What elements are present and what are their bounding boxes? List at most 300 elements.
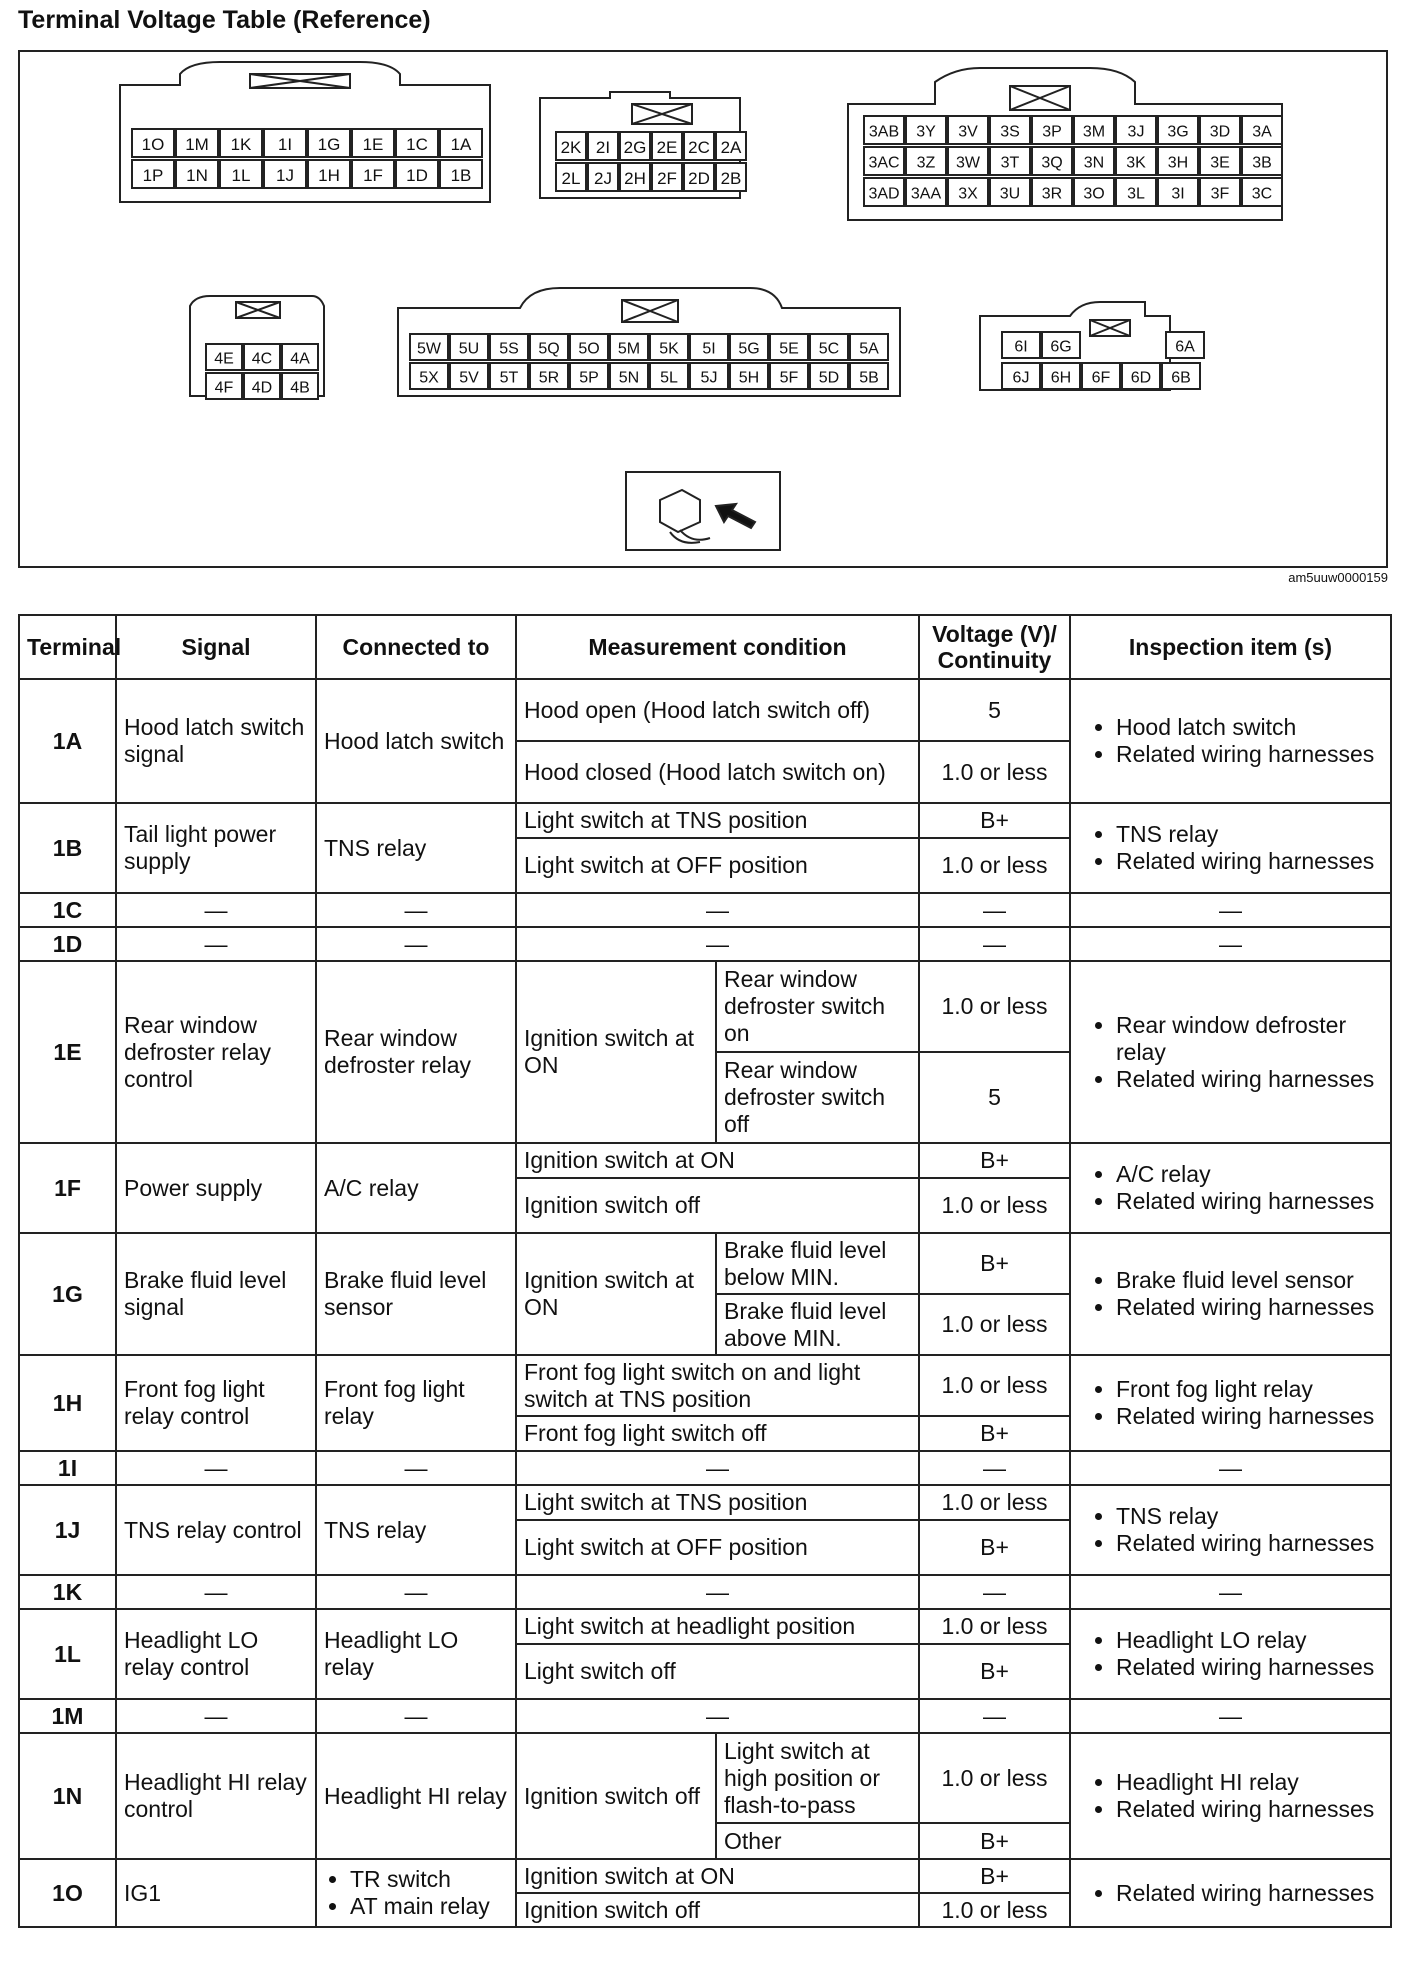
condition-cell: Ignition switch at ON <box>516 1859 919 1893</box>
pin-label: 2F <box>657 168 677 188</box>
voltage-cell: B+ <box>919 1520 1070 1575</box>
pin-2L <box>556 163 586 191</box>
pin-label: 5S <box>499 340 519 358</box>
pin-label: 5F <box>779 369 799 387</box>
pin-label: 5U <box>458 340 480 358</box>
pin-3P <box>1032 116 1072 144</box>
table-row <box>19 1609 1391 1644</box>
pin-4D <box>244 373 280 399</box>
pin-label: 5T <box>499 369 519 387</box>
pin-5V <box>450 363 488 389</box>
voltage-cell: B+ <box>919 1823 1070 1859</box>
pin-5I <box>690 334 728 360</box>
pin-label: 1O <box>141 134 165 154</box>
condition-cell: Hood open (Hood latch switch off) <box>516 679 919 741</box>
pin-label: 1A <box>450 134 472 154</box>
pin-label: 3Q <box>1041 154 1063 172</box>
dash-cell: — <box>116 927 316 961</box>
condition-cell: Ignition switch at ON <box>516 1143 919 1178</box>
pin-label: 1F <box>363 165 383 185</box>
dash-cell: — <box>1070 1451 1391 1485</box>
signal-cell: TNS relay control <box>116 1485 316 1575</box>
signal-cell: Tail light power supply <box>116 803 316 893</box>
dash-cell: — <box>919 927 1070 961</box>
pin-label: 4B <box>290 379 310 397</box>
pin-label: 2H <box>624 168 646 188</box>
pin-1B <box>440 160 482 188</box>
inspection-item: • Hood latch switch <box>1116 714 1383 741</box>
inspection-item: • Related wiring harnesses <box>1116 1796 1383 1823</box>
pin-1K <box>220 129 262 157</box>
condition-cell: Ignition switch at ON <box>516 961 716 1143</box>
pin-label: 2C <box>688 137 710 157</box>
pin-label: 3E <box>1210 154 1230 172</box>
terminal-cell: 1O <box>19 1859 116 1927</box>
pin-label: 3J <box>1127 123 1145 141</box>
pin-5X <box>410 363 448 389</box>
pin-1F <box>352 160 394 188</box>
pin-label: 1L <box>231 165 251 185</box>
terminal-cell: 1J <box>19 1485 116 1575</box>
terminal-cell: 1L <box>19 1609 116 1699</box>
dash-cell: — <box>116 893 316 927</box>
pin-label: 4C <box>251 350 273 368</box>
dash-cell: — <box>919 893 1070 927</box>
pin-5Q <box>530 334 568 360</box>
pin-label: 4A <box>290 350 310 368</box>
pin-label: 3AD <box>868 185 900 203</box>
terminal-cell: 1H <box>19 1355 116 1451</box>
pin-label: 5D <box>818 369 840 387</box>
connected-to-cell: A/C relay <box>316 1143 516 1233</box>
pin-3Z <box>906 147 946 175</box>
connected-to-cell: Headlight LO relay <box>316 1609 516 1699</box>
pin-6H <box>1042 363 1080 389</box>
pin-1M <box>176 129 218 157</box>
dash-cell: — <box>1070 1575 1391 1609</box>
pin-label: 2B <box>720 168 742 188</box>
pin-label: 5E <box>779 340 799 358</box>
dash-cell: — <box>316 927 516 961</box>
pin-label: 2G <box>623 137 647 157</box>
voltage-cell: B+ <box>919 1644 1070 1699</box>
pin-3O <box>1074 178 1114 206</box>
table-row <box>19 1699 1391 1733</box>
connected-to-cell: Rear window defroster relay <box>316 961 516 1143</box>
dash-cell: — <box>516 1575 919 1609</box>
pin-2A <box>716 132 746 160</box>
pin-label: 3I <box>1171 185 1185 203</box>
pin-3AB <box>864 116 904 144</box>
inspection-item: • Related wiring harnesses <box>1116 1403 1383 1430</box>
pin-3G <box>1158 116 1198 144</box>
pin-label: 1M <box>185 134 209 154</box>
pin-3S <box>990 116 1030 144</box>
inspection-cell <box>1070 679 1391 803</box>
pin-5R <box>530 363 568 389</box>
sub-condition-cell: Rear window defroster switch off <box>716 1052 919 1143</box>
inspection-cell <box>1070 1485 1391 1575</box>
pin-label: 5K <box>659 340 679 358</box>
condition-cell: Ignition switch at ON <box>516 1233 716 1355</box>
pin-3AA <box>906 178 946 206</box>
pin-3B <box>1242 147 1282 175</box>
pin-4E <box>206 344 242 370</box>
pin-label: 3S <box>1000 123 1020 141</box>
pin-label: 5H <box>738 369 760 387</box>
pin-2K <box>556 132 586 160</box>
terminal-voltage-table <box>18 614 1392 1928</box>
pin-3T <box>990 147 1030 175</box>
terminal-cell: 1D <box>19 927 116 961</box>
voltage-cell: B+ <box>919 1143 1070 1178</box>
pin-5M <box>610 334 648 360</box>
dash-cell: — <box>316 1575 516 1609</box>
table-row <box>19 961 1391 1052</box>
pin-label: 6D <box>1130 369 1152 387</box>
terminal-cell: 1G <box>19 1233 116 1355</box>
connector-pins <box>132 116 1282 399</box>
pin-3R <box>1032 178 1072 206</box>
connected-to-cell: Hood latch switch <box>316 679 516 803</box>
pin-label: 3A <box>1252 123 1272 141</box>
pin-5O <box>570 334 608 360</box>
pin-label: 5J <box>700 369 718 387</box>
terminal-cell: 1C <box>19 893 116 927</box>
pin-label: 3P <box>1042 123 1062 141</box>
pin-5G <box>730 334 768 360</box>
connected-to-cell: Front fog light relay <box>316 1355 516 1451</box>
pin-label: 6B <box>1171 369 1191 387</box>
pin-label: 5L <box>660 369 678 387</box>
dash-cell: — <box>1070 927 1391 961</box>
terminal-cell: 1F <box>19 1143 116 1233</box>
table-row <box>19 803 1391 838</box>
pin-1N <box>176 160 218 188</box>
pin-3X <box>948 178 988 206</box>
inspection-cell <box>1070 1143 1391 1233</box>
voltage-cell: 1.0 or less <box>919 1893 1070 1927</box>
table-header-row <box>19 615 1391 679</box>
inspection-item: • Related wiring harnesses <box>1116 741 1383 768</box>
pin-label: 3D <box>1209 123 1231 141</box>
pin-3C <box>1242 178 1282 206</box>
condition-cell: Front fog light switch on and light switch at TNS position <box>516 1355 919 1416</box>
inspection-item: • Related wiring harnesses <box>1116 1188 1383 1215</box>
pin-label: 5W <box>417 340 441 358</box>
signal-cell: Headlight HI relay control <box>116 1733 316 1859</box>
dash-cell: — <box>516 1699 919 1733</box>
voltage-cell: 1.0 or less <box>919 1355 1070 1416</box>
voltage-cell: 1.0 or less <box>919 1733 1070 1823</box>
inspection-cell <box>1070 961 1391 1143</box>
table-row <box>19 893 1391 927</box>
inspection-cell <box>1070 1733 1391 1859</box>
inspection-item: • Front fog light relay <box>1116 1376 1383 1403</box>
sub-condition-cell: Brake fluid level above MIN. <box>716 1294 919 1355</box>
pin-5T <box>490 363 528 389</box>
signal-cell: Rear window defroster relay control <box>116 961 316 1143</box>
pin-5S <box>490 334 528 360</box>
terminal-cell: 1M <box>19 1699 116 1733</box>
condition-cell: Hood closed (Hood latch switch on) <box>516 741 919 803</box>
pin-2C <box>684 132 714 160</box>
voltage-cell: B+ <box>919 1416 1070 1451</box>
inspection-item: • Related wiring harnesses <box>1116 1294 1383 1321</box>
condition-cell: Light switch off <box>516 1644 919 1699</box>
pin-4B <box>282 373 318 399</box>
dash-cell: — <box>516 1451 919 1485</box>
pin-4C <box>244 344 280 370</box>
inspection-item: • TNS relay <box>1116 821 1383 848</box>
pin-label: 2A <box>720 137 742 157</box>
pin-3L <box>1116 178 1156 206</box>
table-row <box>19 1575 1391 1609</box>
pin-label: 3F <box>1210 185 1230 203</box>
connected-to-cell: TNS relay <box>316 1485 516 1575</box>
table-row <box>19 1859 1391 1893</box>
pin-label: 6J <box>1012 369 1030 387</box>
voltage-cell: 5 <box>919 1052 1070 1143</box>
dash-cell: — <box>919 1699 1070 1733</box>
pin-label: 5N <box>618 369 640 387</box>
inspection-item: • Headlight LO relay <box>1116 1627 1383 1654</box>
pin-label: 6A <box>1175 338 1195 356</box>
header-signal: Signal <box>116 615 316 679</box>
pin-label: 5I <box>702 340 716 358</box>
inspection-item: • Headlight HI relay <box>1116 1769 1383 1796</box>
pin-label: 3X <box>958 185 978 203</box>
table-row <box>19 927 1391 961</box>
dash-cell: — <box>919 1575 1070 1609</box>
sub-condition-cell: Light switch at high position or flash-to-pass <box>716 1733 919 1823</box>
pin-6A <box>1166 332 1204 358</box>
signal-cell: Hood latch switch signal <box>116 679 316 803</box>
pin-label: 1J <box>276 165 294 185</box>
pin-label: 1P <box>142 165 164 185</box>
pin-label: 3V <box>958 123 978 141</box>
pin-label: 6I <box>1014 338 1028 356</box>
pin-1P <box>132 160 174 188</box>
condition-cell: Front fog light switch off <box>516 1416 919 1451</box>
connected-to-cell <box>316 1859 516 1927</box>
dash-cell: — <box>116 1451 316 1485</box>
pin-label: 3G <box>1167 123 1189 141</box>
pin-label: 3W <box>956 154 980 172</box>
pin-3E <box>1200 147 1240 175</box>
pin-label: 5A <box>859 340 879 358</box>
pin-4A <box>282 344 318 370</box>
pin-5J <box>690 363 728 389</box>
pin-label: 3AB <box>868 123 900 141</box>
inspection-item: • Rear window defroster relay <box>1116 1012 1383 1066</box>
pin-label: 3M <box>1082 123 1106 141</box>
pin-label: 4D <box>251 379 273 397</box>
pin-label: 2D <box>688 168 710 188</box>
inspection-item: • Related wiring harnesses <box>1116 1066 1383 1093</box>
signal-cell: Headlight LO relay control <box>116 1609 316 1699</box>
pin-4F <box>206 373 242 399</box>
inspection-cell <box>1070 1859 1391 1927</box>
dash-cell: — <box>919 1451 1070 1485</box>
pin-1J <box>264 160 306 188</box>
dash-cell: — <box>516 927 919 961</box>
table-row <box>19 1233 1391 1294</box>
pin-label: 5R <box>538 369 560 387</box>
header-measurement-condition: Measurement condition <box>516 615 919 679</box>
pin-5W <box>410 334 448 360</box>
pin-label: 5O <box>578 340 600 358</box>
pin-3AD <box>864 178 904 206</box>
figure-id: am5uuw0000159 <box>1288 570 1388 585</box>
pin-label: 1N <box>186 165 208 185</box>
condition-cell: Ignition switch off <box>516 1178 919 1233</box>
pin-label: 5P <box>579 369 599 387</box>
pin-label: 4E <box>214 350 234 368</box>
condition-cell: Light switch at TNS position <box>516 803 919 838</box>
pin-label: 1D <box>406 165 428 185</box>
signal-cell: Brake fluid level signal <box>116 1233 316 1355</box>
table-row <box>19 1733 1391 1823</box>
voltage-cell: 1.0 or less <box>919 1294 1070 1355</box>
pin-label: 1C <box>406 134 428 154</box>
voltage-cell: 5 <box>919 679 1070 741</box>
pin-2D <box>684 163 714 191</box>
table-row <box>19 1451 1391 1485</box>
dash-cell: — <box>1070 1699 1391 1733</box>
pin-label: 3K <box>1126 154 1146 172</box>
dash-cell: — <box>1070 893 1391 927</box>
pin-6G <box>1042 332 1080 358</box>
sub-condition-cell: Brake fluid level below MIN. <box>716 1233 919 1294</box>
pin-5B <box>850 363 888 389</box>
pin-label: 6G <box>1050 338 1072 356</box>
sub-condition-cell: Rear window defroster switch on <box>716 961 919 1052</box>
connected-to-cell: Headlight HI relay <box>316 1733 516 1859</box>
pin-5N <box>610 363 648 389</box>
pin-label: 1K <box>230 134 252 154</box>
pin-1O <box>132 129 174 157</box>
pin-6J <box>1002 363 1040 389</box>
signal-cell: IG1 <box>116 1859 316 1927</box>
pin-label: 5M <box>617 340 641 358</box>
inspection-item: • Related wiring harnesses <box>1116 1654 1383 1681</box>
pin-label: 3AA <box>910 185 942 203</box>
voltage-cell: 1.0 or less <box>919 1178 1070 1233</box>
pin-3N <box>1074 147 1114 175</box>
pin-6I <box>1002 332 1040 358</box>
pin-3A <box>1242 116 1282 144</box>
terminal-cell: 1I <box>19 1451 116 1485</box>
condition-cell: Light switch at OFF position <box>516 838 919 893</box>
pin-2B <box>716 163 746 191</box>
pin-2G <box>620 132 650 160</box>
condition-cell: Light switch at OFF position <box>516 1520 919 1575</box>
inspection-item: • Related wiring harnesses <box>1116 1530 1383 1557</box>
pin-2F <box>652 163 682 191</box>
inspection-item: • A/C relay <box>1116 1161 1383 1188</box>
terminal-cell: 1A <box>19 679 116 803</box>
pin-label: 6F <box>1091 369 1111 387</box>
pin-label: 3L <box>1127 185 1145 203</box>
header-terminal: Terminal <box>19 615 116 679</box>
dash-cell: — <box>316 1699 516 1733</box>
pin-label: 3B <box>1252 154 1272 172</box>
pin-6F <box>1082 363 1120 389</box>
pin-label: 3O <box>1083 185 1105 203</box>
pin-label: 1I <box>277 134 293 154</box>
inspection-item: • TNS relay <box>1116 1503 1383 1530</box>
pin-3W <box>948 147 988 175</box>
pin-label: 2K <box>560 137 582 157</box>
pin-6B <box>1162 363 1200 389</box>
pin-label: 1E <box>362 134 384 154</box>
pin-3D <box>1200 116 1240 144</box>
pin-5K <box>650 334 688 360</box>
table-row <box>19 679 1391 741</box>
pin-2E <box>652 132 682 160</box>
page-title: Terminal Voltage Table (Reference) <box>18 6 431 34</box>
pin-2H <box>620 163 650 191</box>
terminal-cell: 1B <box>19 803 116 893</box>
pin-label: 2I <box>595 137 611 157</box>
header-connected-to: Connected to <box>316 615 516 679</box>
condition-cell: Light switch at headlight position <box>516 1609 919 1644</box>
inspection-cell <box>1070 803 1391 893</box>
pin-label: 3AC <box>868 154 900 172</box>
pin-5E <box>770 334 808 360</box>
voltage-cell: B+ <box>919 1859 1070 1893</box>
condition-cell: Ignition switch off <box>516 1733 716 1859</box>
condition-cell: Light switch at TNS position <box>516 1485 919 1520</box>
pin-label: 3R <box>1041 185 1063 203</box>
pin-3H <box>1158 147 1198 175</box>
pin-label: 5C <box>818 340 840 358</box>
pin-5C <box>810 334 848 360</box>
dash-cell: — <box>316 893 516 927</box>
connected-to-cell: TNS relay <box>316 803 516 893</box>
pin-6D <box>1122 363 1160 389</box>
pin-3U <box>990 178 1030 206</box>
pin-2J <box>588 163 618 191</box>
pin-5D <box>810 363 848 389</box>
voltage-cell: 1.0 or less <box>919 741 1070 803</box>
pin-3Y <box>906 116 946 144</box>
pin-3K <box>1116 147 1156 175</box>
pin-1L <box>220 160 262 188</box>
pin-label: 5B <box>859 369 879 387</box>
connected-item: • TR switch <box>350 1866 508 1893</box>
pin-3I <box>1158 178 1198 206</box>
pin-label: 3N <box>1083 154 1105 172</box>
pin-label: 4F <box>214 379 234 397</box>
pin-5U <box>450 334 488 360</box>
pin-label: 2E <box>656 137 678 157</box>
terminal-cell: 1N <box>19 1733 116 1859</box>
voltage-cell: B+ <box>919 803 1070 838</box>
terminal-cell: 1E <box>19 961 116 1143</box>
pin-1G <box>308 129 350 157</box>
pin-5P <box>570 363 608 389</box>
dash-cell: — <box>116 1575 316 1609</box>
pin-1D <box>396 160 438 188</box>
terminal-cell: 1K <box>19 1575 116 1609</box>
header-voltage: Voltage (V)/ Continuity <box>919 615 1070 679</box>
table-row <box>19 1485 1391 1520</box>
pin-label: 3U <box>999 185 1021 203</box>
pin-5L <box>650 363 688 389</box>
pin-5H <box>730 363 768 389</box>
